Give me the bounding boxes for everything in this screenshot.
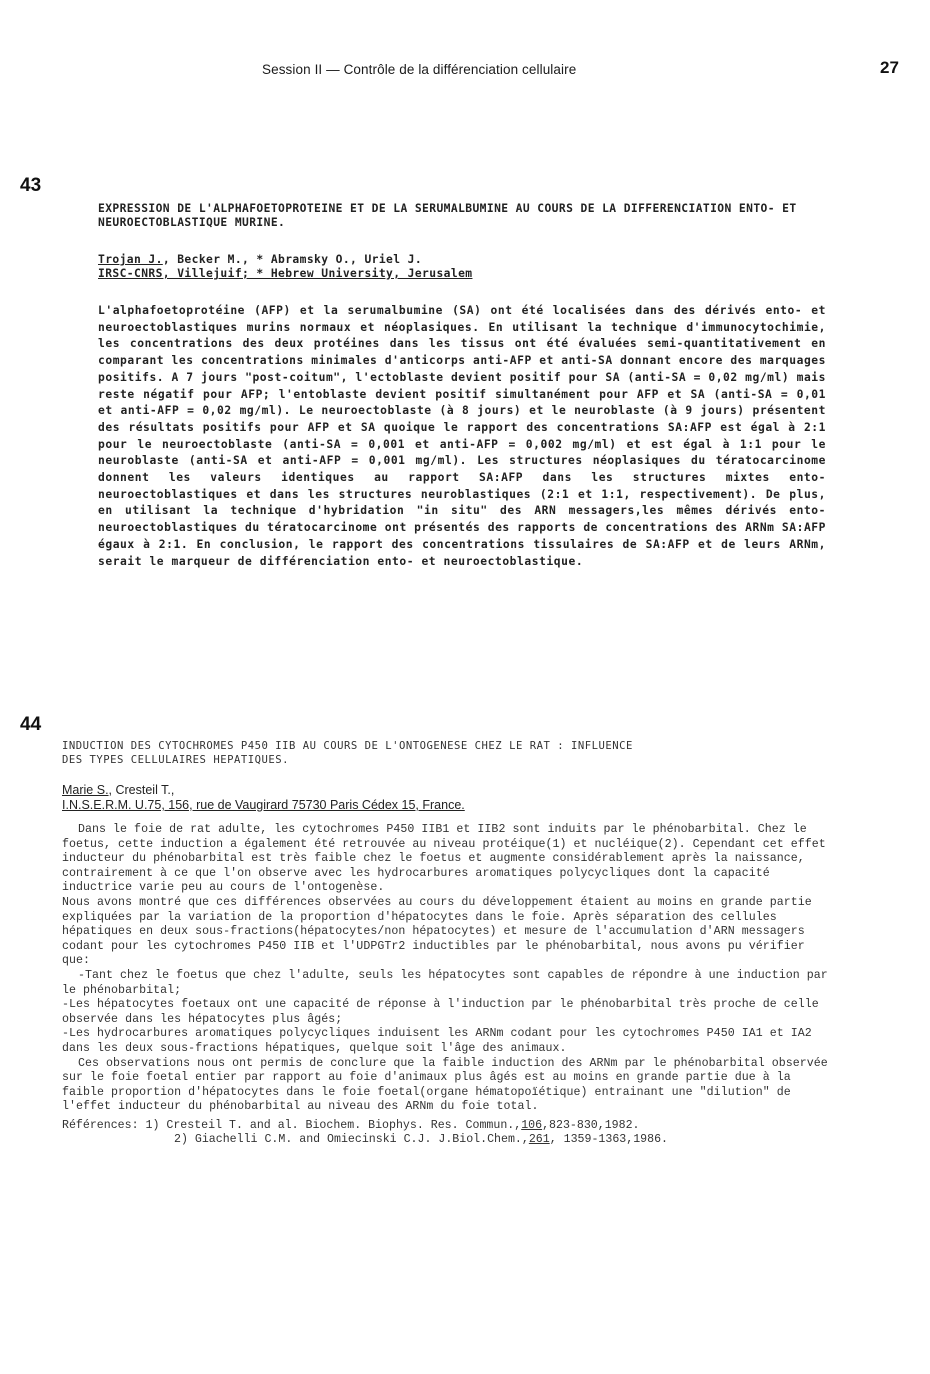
title-line: DES TYPES CELLULAIRES HEPATIQUES.: [62, 753, 289, 766]
references-label: Références:: [62, 1118, 139, 1132]
abstract-body: [62, 823, 830, 1115]
reference-2: [62, 1133, 826, 1148]
reference-1: [62, 1119, 826, 1134]
co-authors: , Cresteil T.,: [108, 783, 175, 797]
page-number: 27: [880, 58, 899, 77]
affiliation: I.N.S.E.R.M. U.75, 156, rue de Vaugirard 75730 Paris Cédex 15, France.: [62, 798, 465, 812]
reference-pages: , 1359-1363,1986.: [549, 1133, 668, 1147]
list-item: -Tant chez le foetus que chez l'adulte, seuls les hépatocytes sont capables de répondre à une induction par le phénobarbital;: [62, 968, 828, 997]
abstract-body: L'alphafoetoprotéine (AFP) et la serumalbumine (SA) ont été localisées dans des dérivés ento- et neuroectoblastiques murins normaux et néoplasiques. En utilisant la technique d'immunocytochimie, les concentrations des deux protéines dans les tissus ont été évaluées semi-quantitativement en comparant les concentrations minimales d'anticorps anti-AFP et anti-SA donnant encore des marquages positifs. A 7 jours "post-coitum", l'ectoblaste devient positif pour SA (anti-SA = 0,02 mg/ml) mais reste négatif pour AFP; l'entoblaste devient positif simultanément pour AFP et SA (anti-SA = 0,01 et anti-AFP = 0,02 mg/ml). Le neuroectoblaste (à 8 jours) et le neuroblaste (à 9 jours) présentent des résultats positifs pour AFP et SA quoique le rapport des concentrations SA:AFP est égal à 2:1 pour le neuroectoblaste (anti-SA = 0,001 et anti-AFP = 0,002 mg/ml) et est égal à 1:1 pour le neuroblaste (anti-SA et anti-AFP = 0,001 mg/ml). Les structures néoplasiques du tératocarcinome donnent les valeurs identiques au rapport SA:AFP dans les structures mixtes ento-neuroectoblastiques et dans les structures neuroblastiques (2:1 et 1:1, respectivement). De plus, en utilisant la technique d'hybridation "in situ" des ARN messagers,les mêmes dérivés ento- neuroectoblastiques du tératocarcinome ont présentés des rapports de concentrations des ARNm SA:AFP égaux à 2:1. En conclusion, le rapport des concentrations tissulaires de SA:AFP et de leurs ARNm, serait le marqueur de différenciation ento- et neuroectoblastique.: [98, 304, 826, 568]
abstract-number-43: 43: [20, 175, 42, 196]
reference-text: 2) Giachelli C.M. and Omiecinski C.J. J.Biol.Chem.,: [174, 1133, 529, 1147]
abstract-44: [62, 740, 828, 1148]
list-item: -Les hydrocarbures aromatiques polycycliques induisent les ARNm codant pour les cytochromes P450 IA1 et IA2 dans les deux sous-fractions hépatiques, quelque soit l'âge des animaux.: [62, 1027, 812, 1055]
author-list: [62, 783, 826, 798]
reference-volume: 106: [521, 1118, 543, 1132]
reference-text: 1) Cresteil T. and al. Biochem. Biophys. Res. Commun.,: [145, 1118, 522, 1132]
paragraph: Ces observations nous ont permis de conclure que la faible induction des ARNm par le phénobarbital observée sur le foie foetal entier par rapport au foie d'animaux plus âgés est au moins en grande partie due à la faible proportion d'hépatocytes dans le foie foetal(organe hématopoïétique) entrainant une "dilution" de l'effet inducteur du phénobarbital au niveau des ARNm du foie total.: [62, 1056, 828, 1114]
list-item: -Les hépatocytes foetaux ont une capacité de réponse à l'induction par le phénobarbital très proche de celle observée dans les hépatocytes plus âgés;: [62, 998, 819, 1026]
references: [62, 1119, 826, 1148]
author-list: [98, 253, 826, 267]
abstract-number-44: 44: [20, 714, 42, 735]
abstract-title: EXPRESSION DE L'ALPHAFOETOPROTEINE ET DE LA SERUMALBUMINE AU COURS DE LA DIFFERENCIATION ENTO- ET NEUROECTOBLASTIQUE MURINE.: [98, 202, 797, 229]
paragraph: Dans le foie de rat adulte, les cytochromes P450 IIB1 et IIB2 sont induits par le phénobarbital. Chez le foetus, cette induction a également été retrouvée au niveau protéique(1) et nucléique(2). Cependant cet effet inducteur du phénobarbital est très faible chez le foetus et augmente considérablement après la naissance, contrairement à ce que l'on observe avec les hydrocarbures aromatiques polycycliques dont la capacité inductrice varie peu au cours de l'ontogenèse.: [62, 823, 826, 895]
reference-volume: 261: [528, 1133, 550, 1147]
abstract-title: [62, 740, 826, 767]
title-line: INDUCTION DES CYTOCHROMES P450 IIB AU COURS DE L'ONTOGENESE CHEZ LE RAT : INFLUENCE: [62, 740, 633, 752]
reference-pages: ,823-830,1982.: [542, 1118, 640, 1132]
presenting-author: Marie S.: [62, 783, 109, 797]
presenting-author: Trojan J.: [98, 253, 163, 266]
co-authors: , Becker M., * Abramsky O., Uriel J.: [162, 253, 423, 266]
running-header: Session II — Contrôle de la différenciation cellulaire: [262, 62, 577, 77]
abstract-43: [98, 202, 826, 570]
affiliation: IRSC-CNRS, Villejuif; * Hebrew University, Jerusalem: [98, 267, 473, 280]
paragraph: Nous avons montré que ces différences observées au cours du développement étaient au moins en grande partie expliquées par la variation de la proportion d'hépatocytes dans le foie. Après séparation des cellules hépatiques en deux sous-fractions(hépatocytes/non hépatocytes) et mesure de l'accumulation d'ARN messagers codant pour les cytochromes P450 IIB et l'UDPGTr2 inductibles par le phénobarbital, nous avons pu vérifier que:: [62, 895, 812, 968]
